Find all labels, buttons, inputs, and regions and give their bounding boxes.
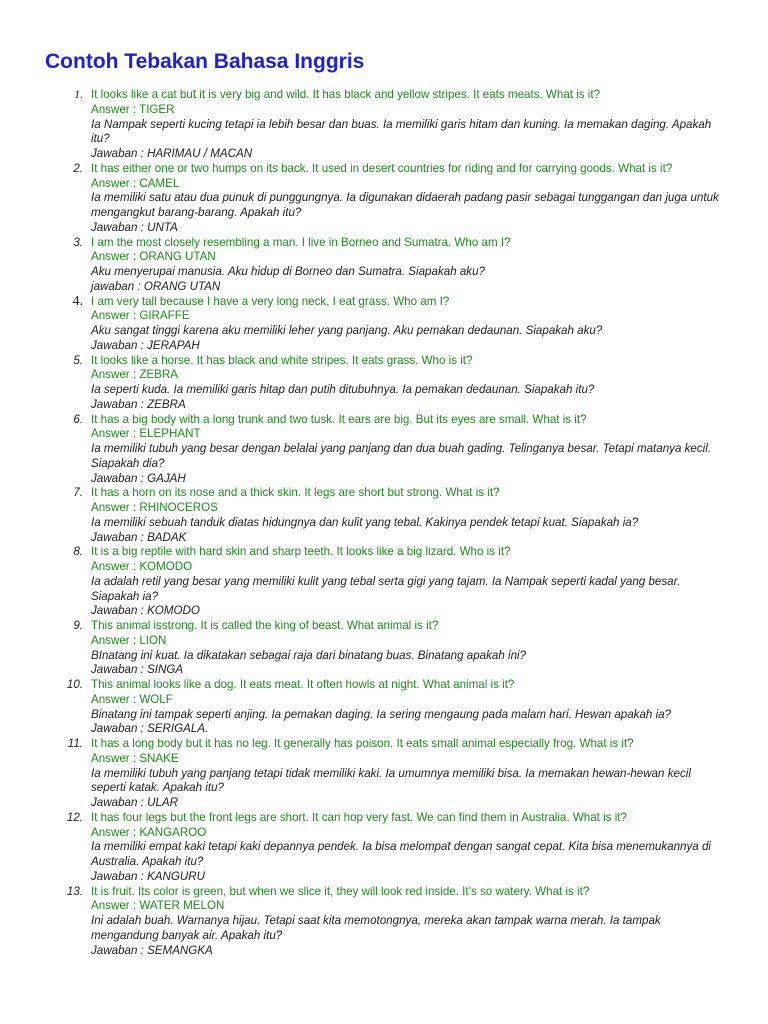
jawaban-text: Jawaban : BADAK — [91, 530, 187, 544]
riddle-item — [45, 88, 728, 162]
translation-text: Ia memiliki sebuah tanduk diatas hidungnya dan kulit yang tebal. Kakinya pendek tetapi kuat. Siapakah ia? — [91, 515, 639, 529]
item-number: 10. — [66, 678, 83, 691]
answer-text: Answer : ELEPHANT — [91, 427, 201, 441]
riddle-item — [45, 678, 728, 737]
question-text: It has a horn on its nose and a thick skin. It legs are short but strong. What is it? — [91, 486, 500, 500]
question-text: It has either one or two humps on its back. It used in desert countries for riding and for carrying goods. What is it? — [91, 161, 673, 175]
answer-text: Answer : ZEBRA — [91, 368, 178, 382]
translation-text: Aku sangat tinggi karena aku memiliki leher yang panjang. Aku pemakan dedaunan. Siapakah aku? — [91, 324, 603, 337]
translation-text: BInatang ini kuat. Ia dikatakan sebagai raja dari binatang buas. Binatang apakah ini? — [91, 648, 527, 662]
jawaban-text: Jawaban : HARIMAU / MACAN — [91, 147, 253, 160]
translation-text: Ia memiliki tubuh yang panjang tetapi tidak memiliki kaki. Ia umumnya memiliki bisa. Ia memakan hewan-hewan kecil seperti katak. Apakah itu? — [91, 766, 691, 795]
answer-text: Answer : WATER MELON — [91, 899, 225, 913]
answer-text: Answer : CAMEL — [91, 176, 180, 190]
item-number: 12. — [66, 810, 83, 824]
answer-text: Answer : SNAKE — [91, 751, 179, 765]
question-text: It has a big body with a long trunk and two tusk. It ears are big. But its eyes are small. What is it? — [91, 412, 587, 426]
item-number: 5. — [73, 353, 83, 367]
answer-text: Answer : LION — [91, 633, 167, 647]
translation-text: Ia Nampak seperti kucing tetapi ia lebih besar dan buas. Ia memiliki garis hitam dan kuning. Ia memakan daging. Apakah itu? — [91, 117, 712, 146]
jawaban-text: Jawaban : KANGURU — [91, 869, 206, 883]
translation-text: Ia memiliki empat kaki tetapi kaki depannya pendek. Ia bisa melompat dengan sangat cepat. Kita bisa menemukannya di Australia. Apakah itu? — [91, 840, 711, 868]
question-text: It is a big reptile with hard skin and sharp teeth. It looks like a big lizard. Who is it? — [91, 545, 511, 559]
answer-text: Answer : RHINOCEROS — [91, 501, 218, 514]
translation-text: Aku menyerupai manusia. Aku hidup di Borneo dan Sumatra. Siapakah aku? — [91, 265, 486, 278]
item-number: 7. — [73, 486, 83, 500]
answer-text: Answer : ORANG UTAN — [91, 250, 216, 264]
item-number: 8. — [73, 545, 83, 559]
jawaban-text: Jawaban : JERAPAH — [91, 338, 200, 352]
question-text: This animal looks like a dog. It eats meat. It often howls at night. What animal is it? — [91, 678, 515, 691]
answer-text: Answer : WOLF — [91, 692, 173, 706]
riddle-item — [45, 295, 728, 354]
jawaban-text: Jawaban : SEMANGKA — [91, 943, 213, 957]
answer-text: Answer : KOMODO — [91, 560, 193, 573]
answer-text: Answer : GIRAFFE — [91, 309, 190, 323]
question-text: It has a long body but it has no leg. It generally has poison. It eats small animal especially frog. What is it? — [91, 737, 634, 750]
question-text: It has four legs but the front legs are short. It can hop very fast. We can find them in Australia. What is it? — [91, 810, 627, 824]
riddle-item — [45, 737, 728, 811]
answer-text: Answer : TIGER — [91, 102, 175, 116]
question-text: I am very tall because I have a very long neck, I eat grass. Who am I? — [91, 294, 450, 308]
translation-text: Ini adalah buah. Warnanya hijau. Tetapi saat kita memotongnya, mereka akan tampak warna merah. Ia tampak mengandung banyak air. Apakah itu? — [91, 914, 661, 942]
translation-text: Ia memiliki satu atau dua punuk di punggungnya. Ia digunakan didaerah padang pasir sebagai tunggangan dan juga untuk mengangkut barang-barang. Apakah itu? — [91, 191, 719, 219]
riddle-item — [45, 811, 728, 885]
translation-text: Ia adalah retil yang besar yang memiliki kulit yang tebal serta gigi yang tajam. Ia Nampak seperti kadal yang besar. Siapakah ia? — [91, 574, 681, 603]
riddle-item — [45, 486, 728, 545]
item-number: 1. — [74, 88, 83, 101]
question-text: It looks like a cat but it is very big and wild. It has black and yellow stripes. It eats meats. What is it? — [91, 88, 601, 101]
page-title: Contoh Tebakan Bahasa Inggris — [45, 50, 365, 73]
jawaban-text: Jawaban : UNTA — [91, 220, 178, 234]
jawaban-text: Jawaban : GAJAH — [91, 471, 186, 485]
jawaban-text: Jawaban : SERIGALA. — [91, 722, 209, 736]
item-number: 6. — [73, 412, 83, 426]
riddle-item — [45, 162, 728, 236]
jawaban-text: Jawaban : SINGA — [91, 663, 184, 677]
riddle-item — [45, 354, 728, 413]
question-text: It looks like a horse. It has black and white stripes. It eats grass. Who is it? — [91, 353, 473, 367]
item-number: 4. — [72, 293, 83, 309]
question-text: It is fruit. Its color is green, but when we slice it, they will look red inside. It’s so watery. What is it? — [91, 884, 590, 898]
question-text: I am the most closely resembling a man. I live in Borneo and Sumatra. Who am I? — [91, 235, 511, 249]
riddle-item — [45, 619, 728, 678]
question-text: This animal isstrong. It is called the king of beast. What animal is it? — [91, 619, 439, 632]
riddle-list — [45, 88, 728, 958]
item-number: 11. — [67, 737, 83, 750]
translation-text: Ia memiliki tubuh yang besar dengan belalai yang panjang dan dua buah gading. Telinganya besar. Tetapi matanya kecil. Siapakah dia? — [91, 442, 712, 470]
item-number: 9. — [73, 619, 83, 632]
item-number: 13. — [66, 884, 83, 898]
jawaban-text: jawaban : ORANG UTAN — [91, 279, 221, 293]
jawaban-text: Jawaban : ULAR — [91, 796, 178, 809]
riddle-item — [45, 236, 728, 295]
riddle-item — [45, 885, 728, 959]
translation-text: Binatang ini tampak seperti anjing. Ia pemakan daging. Ia sering mengaung pada malam hari. Hewan apakah ia? — [91, 707, 672, 721]
riddle-item — [45, 413, 728, 487]
translation-text: Ia seperti kuda. Ia memiliki garis hitap dan putih ditubuhnya. Ia pemakan dedaunan. Siapakah itu? — [91, 383, 595, 396]
item-number: 2. — [73, 161, 83, 175]
jawaban-text: Jawaban : KOMODO — [91, 604, 200, 618]
riddle-item — [45, 545, 728, 619]
answer-text: Answer : KANGAROO — [91, 825, 207, 839]
jawaban-text: Jawaban : ZEBRA — [91, 397, 186, 411]
item-number: 3. — [73, 235, 83, 249]
